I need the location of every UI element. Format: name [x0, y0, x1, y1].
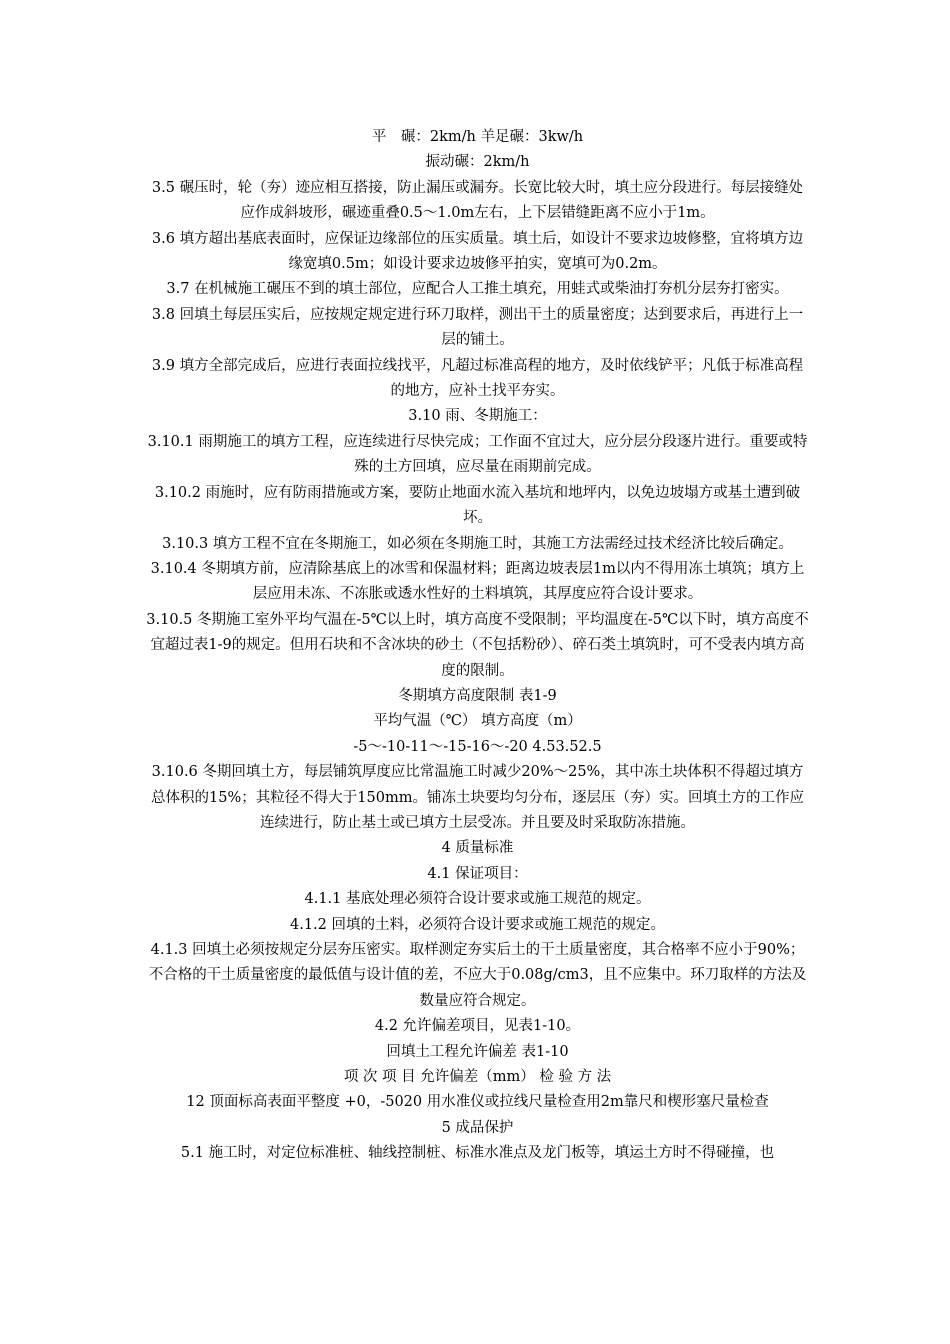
table-1-10-caption: 回填土工程允许偏差 表1-10 [386, 1043, 569, 1060]
table-1-9-values: -5～-10-11～-15-16～-20 4.53.52.5 [353, 738, 602, 755]
table-1-10-header: 项 次 项 目 允许偏差（mm） 检 验 方 法 [343, 1069, 612, 1086]
section-5-heading: 5 成品保护 [441, 1119, 514, 1136]
table-1-9-caption: 冬期填方高度限制 表1-9 [398, 687, 557, 704]
clause-3-9: 3.9 填方全部完成后，应进行表面拉线找平，凡超过标准高程的地方，及时依线铲平；凡低于标准高程的地方，应补土找平夯实。 [151, 357, 804, 400]
section-4-1-heading: 4.1 保证项目： [427, 865, 528, 882]
section-4-2-heading: 4.2 允许偏差项目，见表1-10。 [374, 1018, 581, 1035]
clause-3-10-6: 3.10.6 冬期回填土方，每层铺筑厚度应比常温施工时减少20%～25%，其中冻土块体积不得超过填方总体积的15%；其粒径不得大于150mm。铺冻土块要均匀分布，逐层压（夯）实。回填土方的工作应连续进行，防止基土或已填方土层受冻。并且要及时采取防冻措施。 [151, 764, 804, 831]
rolling-speed-line: 平 碾：2km/h 羊足碾：3kw/h [371, 129, 584, 145]
clause-3-7: 3.7 在机械施工碾压不到的填土部位，应配合人工推土填充，用蛙式或柴油打夯机分层夯打密实。 [166, 281, 789, 298]
clause-3-6: 3.6 填方超出基底表面时，应保证边缘部位的压实质量。填土后，如设计不要求边坡修整，宜将填方边缘宽填0.5m；如设计要求边坡修平拍实，宽填可为0.2m。 [151, 230, 804, 273]
clause-4-1-2: 4.1.2 回填的土料，必须符合设计要求或施工规范的规定。 [289, 916, 665, 933]
clause-4-1-3: 4.1.3 回填土必须按规定分层夯压密实。取样测定夯实后土的干土质量密度，其合格率不应小于90%；不合格的干土质量密度的最低值与设计值的差，不应大于0.08g/cm3，且不应集中。环刀取样的方法及数量应符合规定。 [148, 942, 807, 1009]
document-body [145, 125, 810, 1167]
section-4-heading: 4 质量标准 [441, 840, 514, 857]
section-3-10-heading: 3.10 雨、冬期施工： [408, 408, 547, 425]
clause-3-8: 3.8 回填土每层压实后，应按规定规定进行环刀取样，测出干土的质量密度；达到要求后，再进行上一层的铺土。 [151, 306, 804, 349]
table-1-9-header: 平均气温（℃） 填方高度（m） [373, 713, 582, 730]
clause-3-10-2: 3.10.2 雨施时，应有防雨措施或方案，要防止地面水流入基坑和地坪内，以免边坡塌方或基土遭到破坏。 [154, 484, 801, 527]
vibratory-roller-speed: 振动碾：2km/h [425, 154, 530, 171]
clause-3-10-4: 3.10.4 冬期填方前，应清除基底上的冰雪和保温材料；距离边坡表层1m以内不得用冻土填筑；填方上层应用未冻、不冻胀或透水性好的土料填筑，其厚度应符合设计要求。 [150, 560, 805, 603]
clause-3-5: 3.5 碾压时，轮（夯）迹应相互搭接，防止漏压或漏夯。长宽比较大时，填土应分段进行。每层接缝处应作成斜坡形，碾迹重叠0.5～1.0m左右，上下层错缝距离不应小于1m。 [151, 179, 804, 222]
clause-3-10-5: 3.10.5 冬期施工室外平均气温在-5℃以上时，填方高度不受限制；平均温度在-5℃以下时，填方高度不宜超过表1-9的规定。但用石块和不含冰块的砂土（不包括粉砂）、碎石类土填筑时，可不受表内填方高度的限制。 [146, 611, 809, 679]
clause-3-10-1: 3.10.1 雨期施工的填方工程，应连续进行尽快完成；工作面不宜过大，应分层分段逐片进行。重要或特殊的土方回填，应尽量在雨期前完成。 [147, 433, 808, 476]
table-1-10-rows: 12 顶面标高表面平整度 +0，-5020 用水准仪或拉线尺量检查用2m靠尺和楔形塞尺量检查 [186, 1094, 769, 1111]
clause-5-1: 5.1 施工时，对定位标准桩、轴线控制桩、标准水准点及龙门板等，填运土方时不得碰撞，也 [180, 1145, 775, 1162]
clause-3-10-3: 3.10.3 填方工程不宜在冬期施工，如必须在冬期施工时，其施工方法需经过技术经济比较后确定。 [162, 535, 793, 552]
clause-4-1-1: 4.1.1 基底处理必须符合设计要求或施工规范的规定。 [304, 891, 651, 908]
